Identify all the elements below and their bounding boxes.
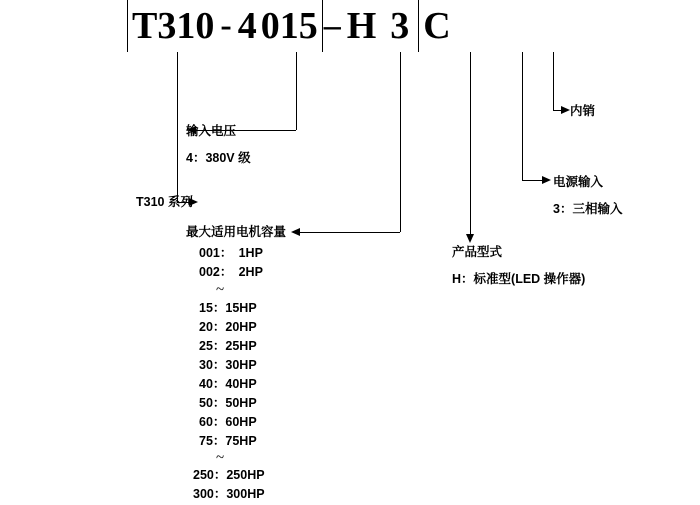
- code-market: C: [423, 5, 451, 47]
- leader-power-input-horizontal: [522, 180, 542, 181]
- code-power-input: 3: [390, 5, 410, 47]
- callout-capacity-heading: 最大适用电机容量: [186, 225, 287, 239]
- leader-series-vertical: [177, 52, 178, 202]
- callout-series-heading: T310 系列: [136, 195, 193, 209]
- callout-power-input-line1: 3：三相输入: [553, 202, 623, 216]
- model-code-string: [130, 0, 453, 52]
- callout-capacity-row-8: 50：50HP: [199, 396, 257, 410]
- leader-market-vertical: [553, 52, 554, 110]
- code-voltage: 4: [237, 5, 257, 47]
- callout-capacity-row-9: 60：60HP: [199, 415, 257, 429]
- leader-power-input-vertical: [522, 52, 523, 180]
- callout-capacity-row-1: 002： 2HP: [199, 265, 263, 279]
- callout-capacity-row-11: ~: [216, 450, 225, 466]
- callout-power-input-heading: 电源输入: [553, 175, 604, 189]
- callout-capacity-row-4: 20：20HP: [199, 320, 257, 334]
- callout-capacity-row-12: 250：250HP: [193, 468, 265, 482]
- leader-capacity-arrowhead: [291, 228, 300, 236]
- callout-capacity-row-3: 15：15HP: [199, 301, 257, 315]
- leader-capacity-horizontal: [300, 232, 400, 233]
- callout-capacity-row-6: 30：30HP: [199, 358, 257, 372]
- callout-market-heading: 内销: [570, 104, 596, 118]
- callout-product-type-heading: 产品型式: [452, 245, 503, 259]
- leader-power-input-arrowhead: [542, 176, 551, 184]
- code-dash-2: –: [323, 7, 341, 44]
- leader-market-horizontal: [553, 110, 561, 111]
- callout-capacity-row-7: 40：40HP: [199, 377, 257, 391]
- leader-product-type-arrowhead: [466, 234, 474, 243]
- leader-product-type-vertical: [470, 52, 471, 234]
- callout-capacity-row-5: 25：25HP: [199, 339, 257, 353]
- code-series: T310: [132, 5, 215, 47]
- code-dash-1: -: [220, 7, 232, 44]
- code-separator-right: [418, 0, 419, 52]
- callout-capacity-row-0: 001： 1HP: [199, 246, 263, 260]
- code-capacity: 015: [260, 5, 318, 47]
- leader-voltage-vertical: [296, 52, 297, 130]
- callout-input-voltage-heading: 输入电压: [186, 124, 237, 138]
- callout-capacity-row-2: ~: [216, 282, 225, 298]
- callout-capacity-row-13: 300：300HP: [193, 487, 265, 501]
- callout-capacity-row-10: 75：75HP: [199, 434, 257, 448]
- callout-input-voltage-line1: 4：380V 级: [186, 151, 251, 165]
- callout-product-type-line1: H：标准型(LED 操作器): [452, 272, 586, 286]
- code-separator-mid: [322, 0, 323, 52]
- leader-market-arrowhead: [561, 106, 570, 114]
- code-separator-left: [127, 0, 128, 52]
- leader-capacity-vertical: [400, 52, 401, 232]
- code-product-type: H: [346, 5, 377, 47]
